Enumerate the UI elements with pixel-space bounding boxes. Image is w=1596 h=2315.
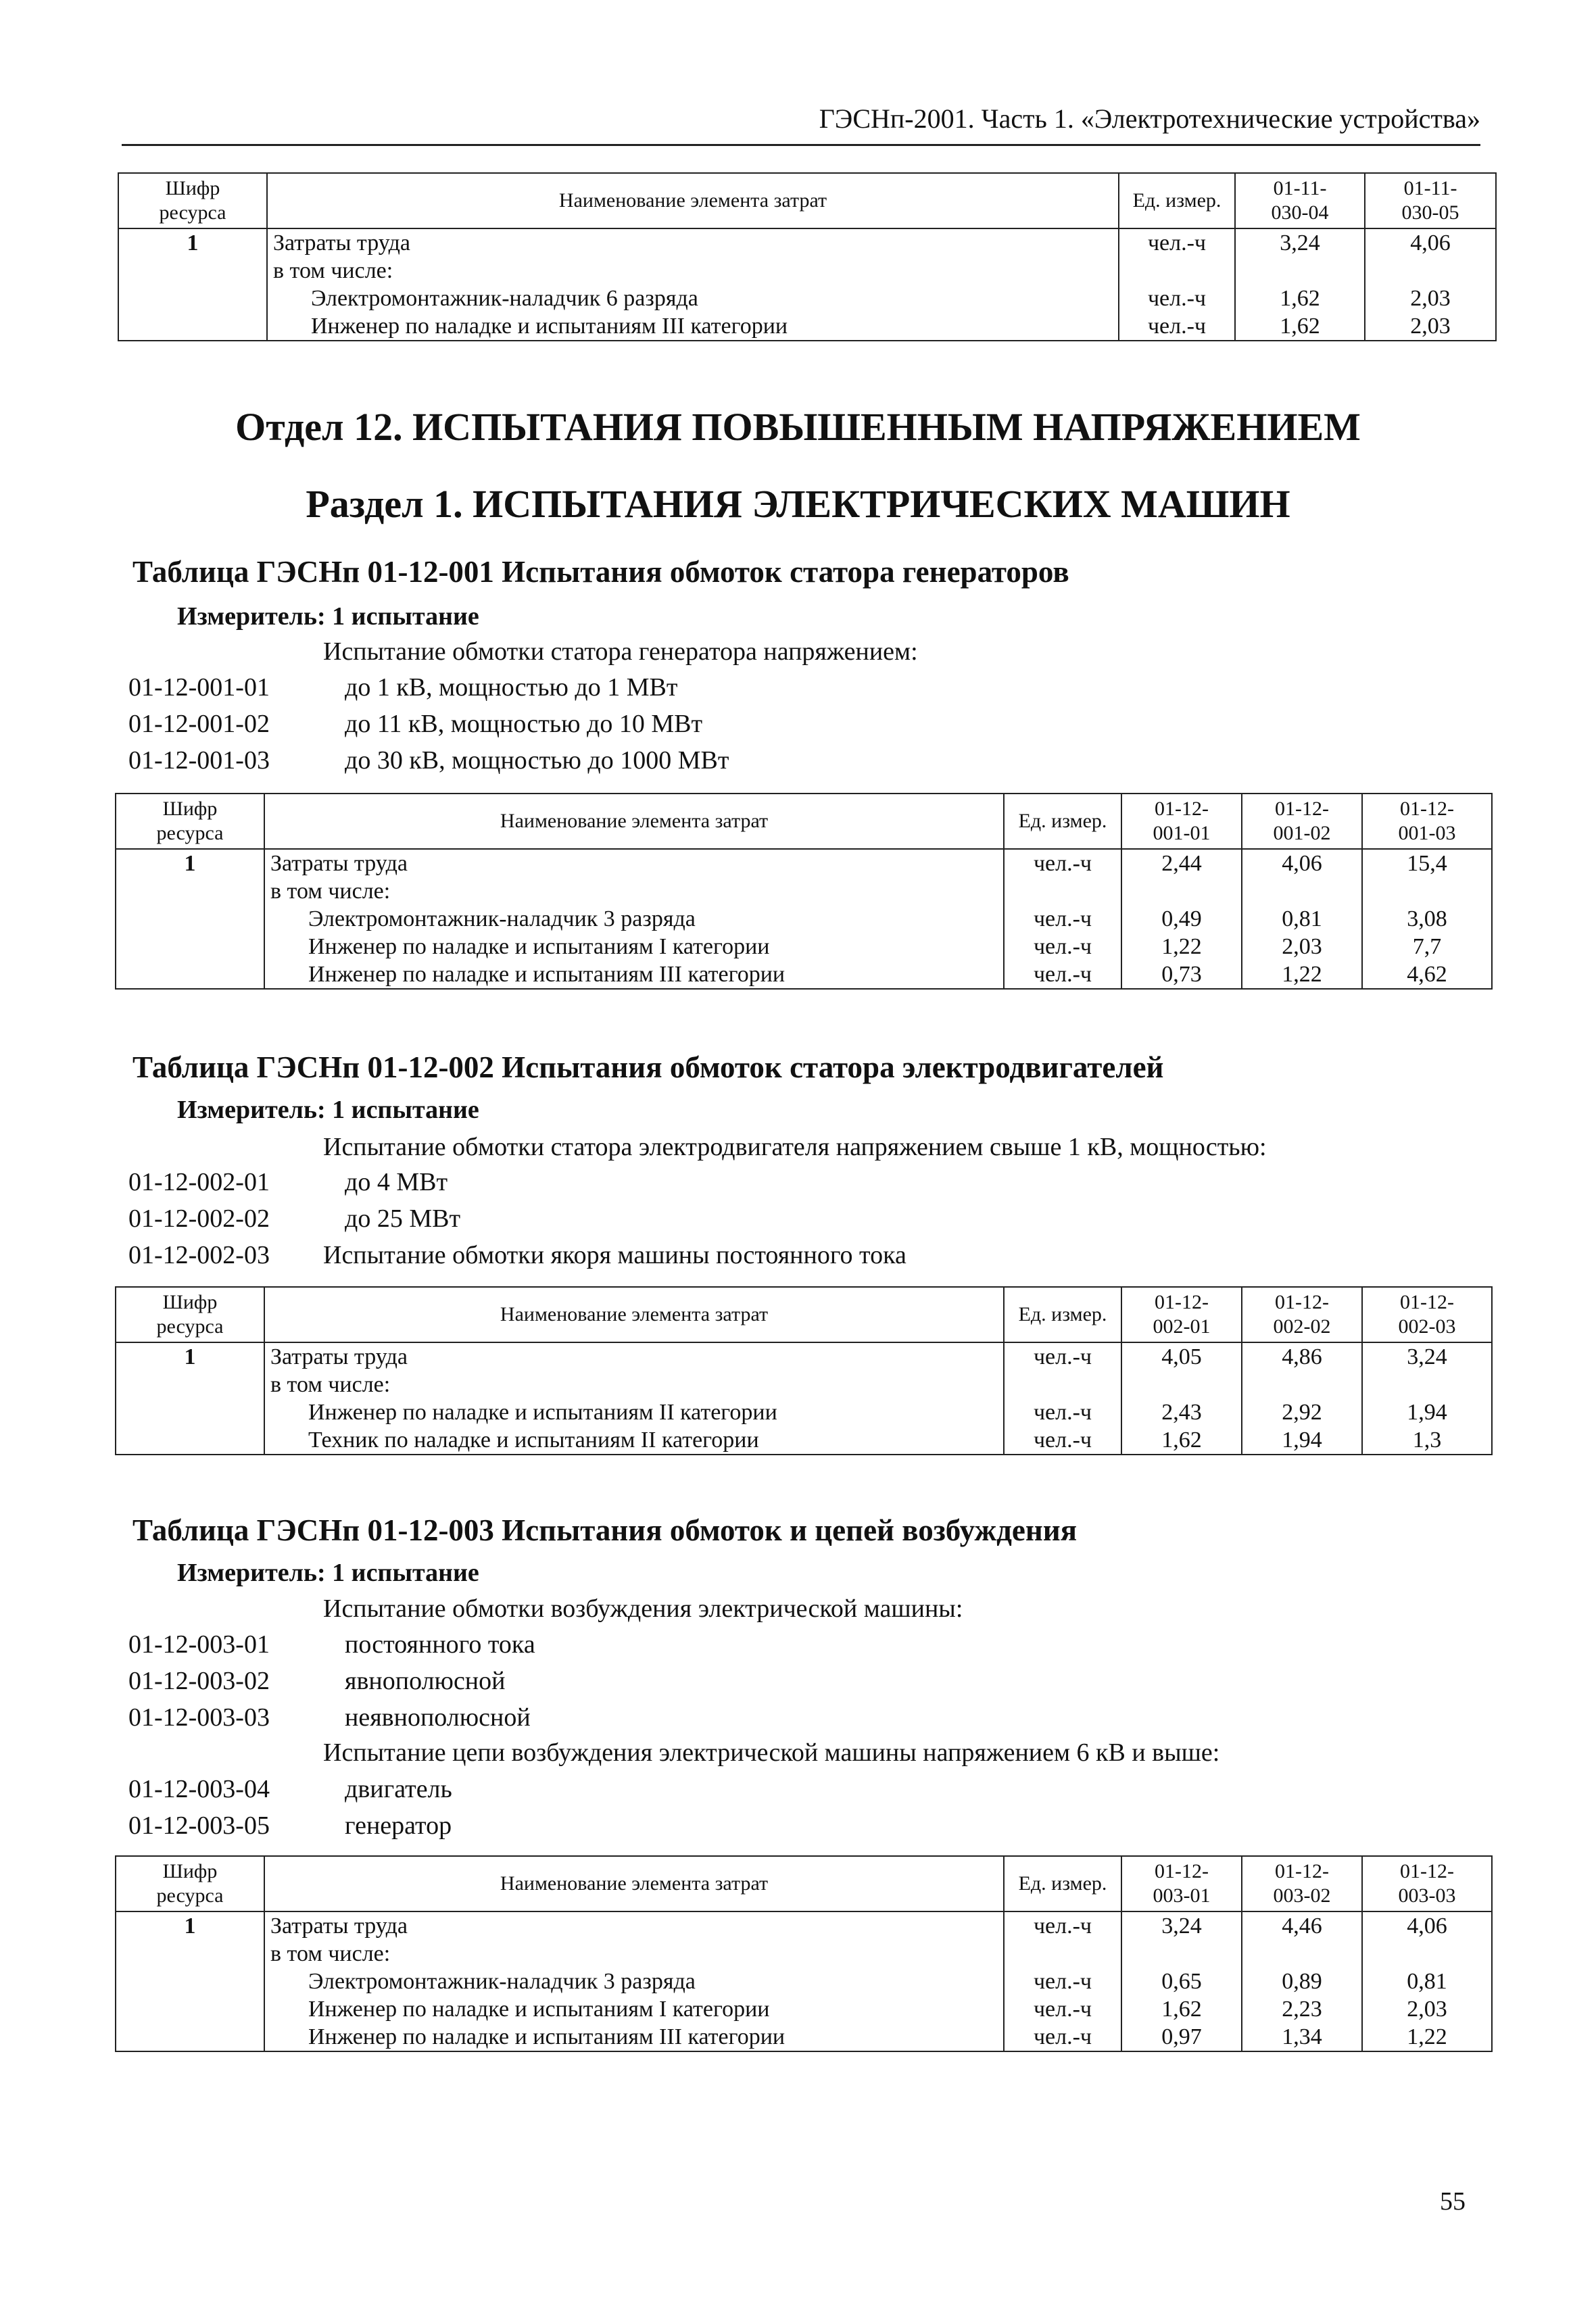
table-row bbox=[116, 849, 1492, 877]
header-cost-element: Наименование элемента затрат bbox=[264, 794, 1004, 849]
norm-value bbox=[1362, 1371, 1492, 1398]
norm-value: 1,22 bbox=[1121, 933, 1242, 960]
variant-text: Испытание обмотки якоря машины постоянного тока bbox=[323, 1241, 906, 1269]
variant-code: 01-12-001-01 bbox=[128, 673, 270, 702]
norm-value: 1,94 bbox=[1242, 1426, 1362, 1455]
table-title-01-12-002: Таблица ГЭСНп 01-12-002 Испытания обмоток статора электродвигателей bbox=[132, 1050, 1164, 1084]
cost-element-name: Техник по наладке и испытаниям II категории bbox=[264, 1426, 1004, 1455]
resource-code bbox=[116, 1426, 264, 1455]
variant-text: до 25 МВт bbox=[345, 1204, 461, 1233]
header-norm-code bbox=[1121, 794, 1242, 849]
norm-value: 4,06 bbox=[1242, 849, 1362, 877]
unit bbox=[1004, 877, 1121, 905]
header-cost-element: Наименование элемента затрат bbox=[267, 173, 1119, 228]
unit bbox=[1004, 1371, 1121, 1398]
unit: чел.-ч bbox=[1004, 905, 1121, 933]
resource-code: 1 bbox=[116, 1911, 264, 1940]
header-cost-element: Наименование элемента затрат bbox=[264, 1856, 1004, 1911]
cost-element-name: Инженер по наладке и испытаниям III категории bbox=[264, 960, 1004, 989]
cost-element-name: Инженер по наладке и испытаниям III категории bbox=[264, 2023, 1004, 2051]
unit: чел.-ч bbox=[1004, 933, 1121, 960]
header-text: 01-12- bbox=[1275, 1860, 1329, 1882]
resource-code bbox=[116, 1940, 264, 1968]
norm-value: 2,03 bbox=[1365, 312, 1496, 341]
resource-code: 1 bbox=[116, 1342, 264, 1371]
norm-value: 1,62 bbox=[1235, 285, 1365, 312]
header-norm-code bbox=[1235, 173, 1365, 228]
header-text: 01-12- bbox=[1400, 1860, 1454, 1882]
header-text: 01-12- bbox=[1400, 798, 1454, 820]
header-norm-code bbox=[1121, 1856, 1242, 1911]
resource-code bbox=[116, 2023, 264, 2051]
norm-value: 0,73 bbox=[1121, 960, 1242, 989]
norm-value: 4,62 bbox=[1362, 960, 1492, 989]
page-number: 55 bbox=[1440, 2187, 1466, 2216]
norm-value: 2,43 bbox=[1121, 1398, 1242, 1426]
header-text: 01-12- bbox=[1155, 798, 1209, 820]
variant-code: 01-12-002-03 bbox=[128, 1241, 270, 1269]
variant-code: 01-12-003-01 bbox=[128, 1630, 270, 1659]
unit: чел.-ч bbox=[1004, 1342, 1121, 1371]
resource-code bbox=[116, 1371, 264, 1398]
variant-text: неявнополюсной bbox=[345, 1703, 531, 1732]
norm-value: 1,22 bbox=[1362, 2023, 1492, 2051]
unit: чел.-ч bbox=[1004, 849, 1121, 877]
unit bbox=[1119, 257, 1235, 285]
variant-code: 01-12-001-02 bbox=[128, 710, 270, 738]
norm-value: 4,86 bbox=[1242, 1342, 1362, 1371]
norm-value: 15,4 bbox=[1362, 849, 1492, 877]
header-text: 002-01 bbox=[1153, 1315, 1211, 1338]
norm-value bbox=[1121, 1371, 1242, 1398]
table-row bbox=[116, 1968, 1492, 1995]
norm-value: 0,81 bbox=[1362, 1968, 1492, 1995]
table-row bbox=[116, 877, 1492, 905]
resource-code bbox=[116, 1995, 264, 2023]
measure-01-12-003: Измеритель: 1 испытание bbox=[177, 1559, 479, 1587]
header-norm-code bbox=[1242, 1287, 1362, 1342]
header-cost-element: Наименование элемента затрат bbox=[264, 1287, 1004, 1342]
table-row bbox=[116, 1342, 1492, 1371]
norm-value: 2,92 bbox=[1242, 1398, 1362, 1426]
unit: чел.-ч bbox=[1004, 1426, 1121, 1455]
header-text: 003-02 bbox=[1273, 1884, 1331, 1907]
unit: чел.-ч bbox=[1119, 312, 1235, 341]
header-text: Шифр bbox=[162, 1291, 218, 1313]
cost-element-name: Инженер по наладке и испытаниям I категории bbox=[264, 1995, 1004, 2023]
header-text: 01-11- bbox=[1273, 177, 1327, 199]
variant-code: 01-12-003-02 bbox=[128, 1667, 270, 1695]
resource-code bbox=[116, 1398, 264, 1426]
header-text: Шифр bbox=[162, 798, 218, 820]
running-header: ГЭСНп-2001. Часть 1. «Электротехнические устройства» bbox=[122, 103, 1480, 146]
resource-code bbox=[116, 933, 264, 960]
table-row bbox=[116, 1995, 1492, 2023]
norm-value: 3,24 bbox=[1121, 1911, 1242, 1940]
norm-value: 1,3 bbox=[1362, 1426, 1492, 1455]
header-text: ресурса bbox=[156, 822, 224, 844]
table-row bbox=[116, 1940, 1492, 1968]
cost-element-name: Инженер по наладке и испытаниям III категории bbox=[267, 312, 1119, 341]
norm-value: 2,03 bbox=[1362, 1995, 1492, 2023]
cost-element-name: Затраты труда bbox=[264, 849, 1004, 877]
header-text: 001-01 bbox=[1153, 822, 1211, 844]
norm-value bbox=[1365, 257, 1496, 285]
header-text: ресурса bbox=[156, 1884, 224, 1907]
variant-intro: Испытание обмотки статора электродвигателя напряжением свыше 1 кВ, мощностью: bbox=[323, 1133, 1267, 1161]
header-norm-code bbox=[1362, 794, 1492, 849]
variant-code: 01-12-003-03 bbox=[128, 1703, 270, 1732]
norm-value: 2,03 bbox=[1365, 285, 1496, 312]
norm-value: 1,94 bbox=[1362, 1398, 1492, 1426]
header-text: ресурса bbox=[159, 201, 226, 224]
variant-text: явнополюсной bbox=[345, 1667, 506, 1695]
norm-value bbox=[1235, 257, 1365, 285]
cost-element-name: Затраты труда bbox=[264, 1911, 1004, 1940]
header-norm-code bbox=[1362, 1856, 1492, 1911]
variant-code: 01-12-002-02 bbox=[128, 1204, 270, 1233]
table-row bbox=[116, 1426, 1492, 1455]
header-resource-code bbox=[118, 173, 267, 228]
cost-element-name: Электромонтажник-наладчик 6 разряда bbox=[267, 285, 1119, 312]
norm-value: 0,97 bbox=[1121, 2023, 1242, 2051]
cost-element-name: Затраты труда bbox=[267, 228, 1119, 257]
resource-code: 1 bbox=[118, 228, 267, 257]
cost-element-name: Электромонтажник-наладчик 3 разряда bbox=[264, 1968, 1004, 1995]
table-row bbox=[118, 228, 1496, 257]
norm-value: 3,24 bbox=[1235, 228, 1365, 257]
variant-text: до 1 кВ, мощностью до 1 МВт bbox=[345, 673, 678, 702]
cost-element-name: Инженер по наладке и испытаниям I категории bbox=[264, 933, 1004, 960]
variant-intro: Испытание обмотки статора генератора напряжением: bbox=[323, 637, 918, 666]
section-heading: Раздел 1. ИСПЫТАНИЯ ЭЛЕКТРИЧЕСКИХ МАШИН bbox=[306, 482, 1290, 526]
header-resource-code bbox=[116, 1856, 264, 1911]
header-unit: Ед. измер. bbox=[1004, 1856, 1121, 1911]
variant-text: до 4 МВт bbox=[345, 1168, 448, 1196]
unit: чел.-ч bbox=[1004, 1968, 1121, 1995]
resource-code bbox=[118, 285, 267, 312]
header-unit: Ед. измер. bbox=[1119, 173, 1235, 228]
norm-value: 3,08 bbox=[1362, 905, 1492, 933]
norm-value: 3,24 bbox=[1362, 1342, 1492, 1371]
table-row bbox=[116, 1371, 1492, 1398]
cost-element-name: в том числе: bbox=[264, 1371, 1004, 1398]
unit: чел.-ч bbox=[1119, 285, 1235, 312]
cost-element-name: в том числе: bbox=[264, 1940, 1004, 1968]
norm-value: 1,62 bbox=[1121, 1426, 1242, 1455]
measure-01-12-001: Измеритель: 1 испытание bbox=[177, 602, 479, 631]
unit: чел.-ч bbox=[1004, 1398, 1121, 1426]
norm-value bbox=[1362, 1940, 1492, 1968]
table-title-01-12-003: Таблица ГЭСНп 01-12-003 Испытания обмоток и цепей возбуждения bbox=[132, 1513, 1078, 1547]
norm-value: 0,65 bbox=[1121, 1968, 1242, 1995]
norm-value: 1,34 bbox=[1242, 2023, 1362, 2051]
header-text: 01-12- bbox=[1400, 1291, 1454, 1313]
header-text: Шифр bbox=[165, 177, 220, 199]
header-text: 030-04 bbox=[1271, 201, 1329, 224]
norm-value: 0,81 bbox=[1242, 905, 1362, 933]
header-norm-code bbox=[1242, 1856, 1362, 1911]
header-norm-code bbox=[1365, 173, 1496, 228]
header-resource-code bbox=[116, 1287, 264, 1342]
measure-01-12-002: Измеритель: 1 испытание bbox=[177, 1096, 479, 1124]
variant-text: постоянного тока bbox=[345, 1630, 535, 1659]
header-text: 002-03 bbox=[1398, 1315, 1456, 1338]
cost-table-01-12-001 bbox=[115, 793, 1493, 990]
variant-code: 01-12-003-04 bbox=[128, 1775, 270, 1803]
norm-value bbox=[1121, 1940, 1242, 1968]
resource-code bbox=[116, 877, 264, 905]
norm-value: 4,06 bbox=[1362, 1911, 1492, 1940]
variant-intro: Испытание обмотки возбуждения электрической машины: bbox=[323, 1594, 963, 1623]
unit: чел.-ч bbox=[1119, 228, 1235, 257]
header-text: ресурса bbox=[156, 1315, 224, 1338]
norm-value: 4,05 bbox=[1121, 1342, 1242, 1371]
table-row bbox=[118, 285, 1496, 312]
table-row bbox=[118, 257, 1496, 285]
header-text: 01-12- bbox=[1155, 1860, 1209, 1882]
cost-element-name: Инженер по наладке и испытаниям II категории bbox=[264, 1398, 1004, 1426]
header-text: Шифр bbox=[162, 1860, 218, 1882]
table-row bbox=[116, 905, 1492, 933]
norm-value bbox=[1121, 877, 1242, 905]
unit: чел.-ч bbox=[1004, 960, 1121, 989]
header-text: 002-02 bbox=[1273, 1315, 1331, 1338]
header-text: 003-01 bbox=[1153, 1884, 1211, 1907]
table-row bbox=[116, 1911, 1492, 1940]
header-unit: Ед. измер. bbox=[1004, 794, 1121, 849]
cost-table-01-12-003 bbox=[115, 1855, 1493, 2052]
header-norm-code bbox=[1362, 1287, 1492, 1342]
resource-code bbox=[118, 312, 267, 341]
norm-value: 2,44 bbox=[1121, 849, 1242, 877]
cost-element-name: Электромонтажник-наладчик 3 разряда bbox=[264, 905, 1004, 933]
norm-value: 1,62 bbox=[1235, 312, 1365, 341]
norm-value bbox=[1242, 877, 1362, 905]
variant-code: 01-12-002-01 bbox=[128, 1168, 270, 1196]
norm-value bbox=[1242, 1940, 1362, 1968]
variant-text: до 30 кВ, мощностью до 1000 МВт bbox=[345, 746, 729, 775]
norm-value: 7,7 bbox=[1362, 933, 1492, 960]
variant-code: 01-12-001-03 bbox=[128, 746, 270, 775]
norm-value bbox=[1362, 877, 1492, 905]
resource-code bbox=[116, 1968, 264, 1995]
header-norm-code bbox=[1121, 1287, 1242, 1342]
norm-value: 4,06 bbox=[1365, 228, 1496, 257]
header-unit: Ед. измер. bbox=[1004, 1287, 1121, 1342]
unit bbox=[1004, 1940, 1121, 1968]
cost-element-name: Затраты труда bbox=[264, 1342, 1004, 1371]
unit: чел.-ч bbox=[1004, 1911, 1121, 1940]
table-row bbox=[116, 1398, 1492, 1426]
resource-code bbox=[116, 905, 264, 933]
norm-value: 1,62 bbox=[1121, 1995, 1242, 2023]
table-row bbox=[116, 960, 1492, 989]
unit: чел.-ч bbox=[1004, 2023, 1121, 2051]
header-norm-code bbox=[1242, 794, 1362, 849]
norm-value: 0,49 bbox=[1121, 905, 1242, 933]
norm-value bbox=[1242, 1371, 1362, 1398]
header-text: 030-05 bbox=[1401, 201, 1459, 224]
header-text: 003-03 bbox=[1398, 1884, 1456, 1907]
header-resource-code bbox=[116, 794, 264, 849]
norm-value: 4,46 bbox=[1242, 1911, 1362, 1940]
header-text: 01-12- bbox=[1275, 1291, 1329, 1313]
variant-intro: Испытание цепи возбуждения электрической машины напряжением 6 кВ и выше: bbox=[323, 1738, 1220, 1767]
table-row bbox=[116, 2023, 1492, 2051]
header-text: 01-12- bbox=[1275, 798, 1329, 820]
variant-text: двигатель bbox=[345, 1775, 452, 1803]
cost-table-01-11-030 bbox=[118, 172, 1497, 341]
resource-code: 1 bbox=[116, 849, 264, 877]
resource-code bbox=[116, 960, 264, 989]
norm-value: 2,23 bbox=[1242, 1995, 1362, 2023]
variant-text: генератор bbox=[345, 1811, 452, 1840]
norm-value: 0,89 bbox=[1242, 1968, 1362, 1995]
table-row bbox=[116, 933, 1492, 960]
header-text: 01-11- bbox=[1403, 177, 1457, 199]
resource-code bbox=[118, 257, 267, 285]
unit: чел.-ч bbox=[1004, 1995, 1121, 2023]
header-text: 001-02 bbox=[1273, 822, 1331, 844]
cost-table-01-12-002 bbox=[115, 1286, 1493, 1455]
header-text: 001-03 bbox=[1398, 822, 1456, 844]
norm-value: 2,03 bbox=[1242, 933, 1362, 960]
table-title-01-12-001: Таблица ГЭСНп 01-12-001 Испытания обмоток статора генераторов bbox=[132, 555, 1069, 589]
variant-code: 01-12-003-05 bbox=[128, 1811, 270, 1840]
variant-text: до 11 кВ, мощностью до 10 МВт bbox=[345, 710, 703, 738]
header-text: 01-12- bbox=[1155, 1291, 1209, 1313]
cost-element-name: в том числе: bbox=[264, 877, 1004, 905]
cost-element-name: в том числе: bbox=[267, 257, 1119, 285]
department-heading: Отдел 12. ИСПЫТАНИЯ ПОВЫШЕННЫМ НАПРЯЖЕНИЕМ bbox=[235, 405, 1361, 449]
norm-value: 1,22 bbox=[1242, 960, 1362, 989]
table-row bbox=[118, 312, 1496, 341]
